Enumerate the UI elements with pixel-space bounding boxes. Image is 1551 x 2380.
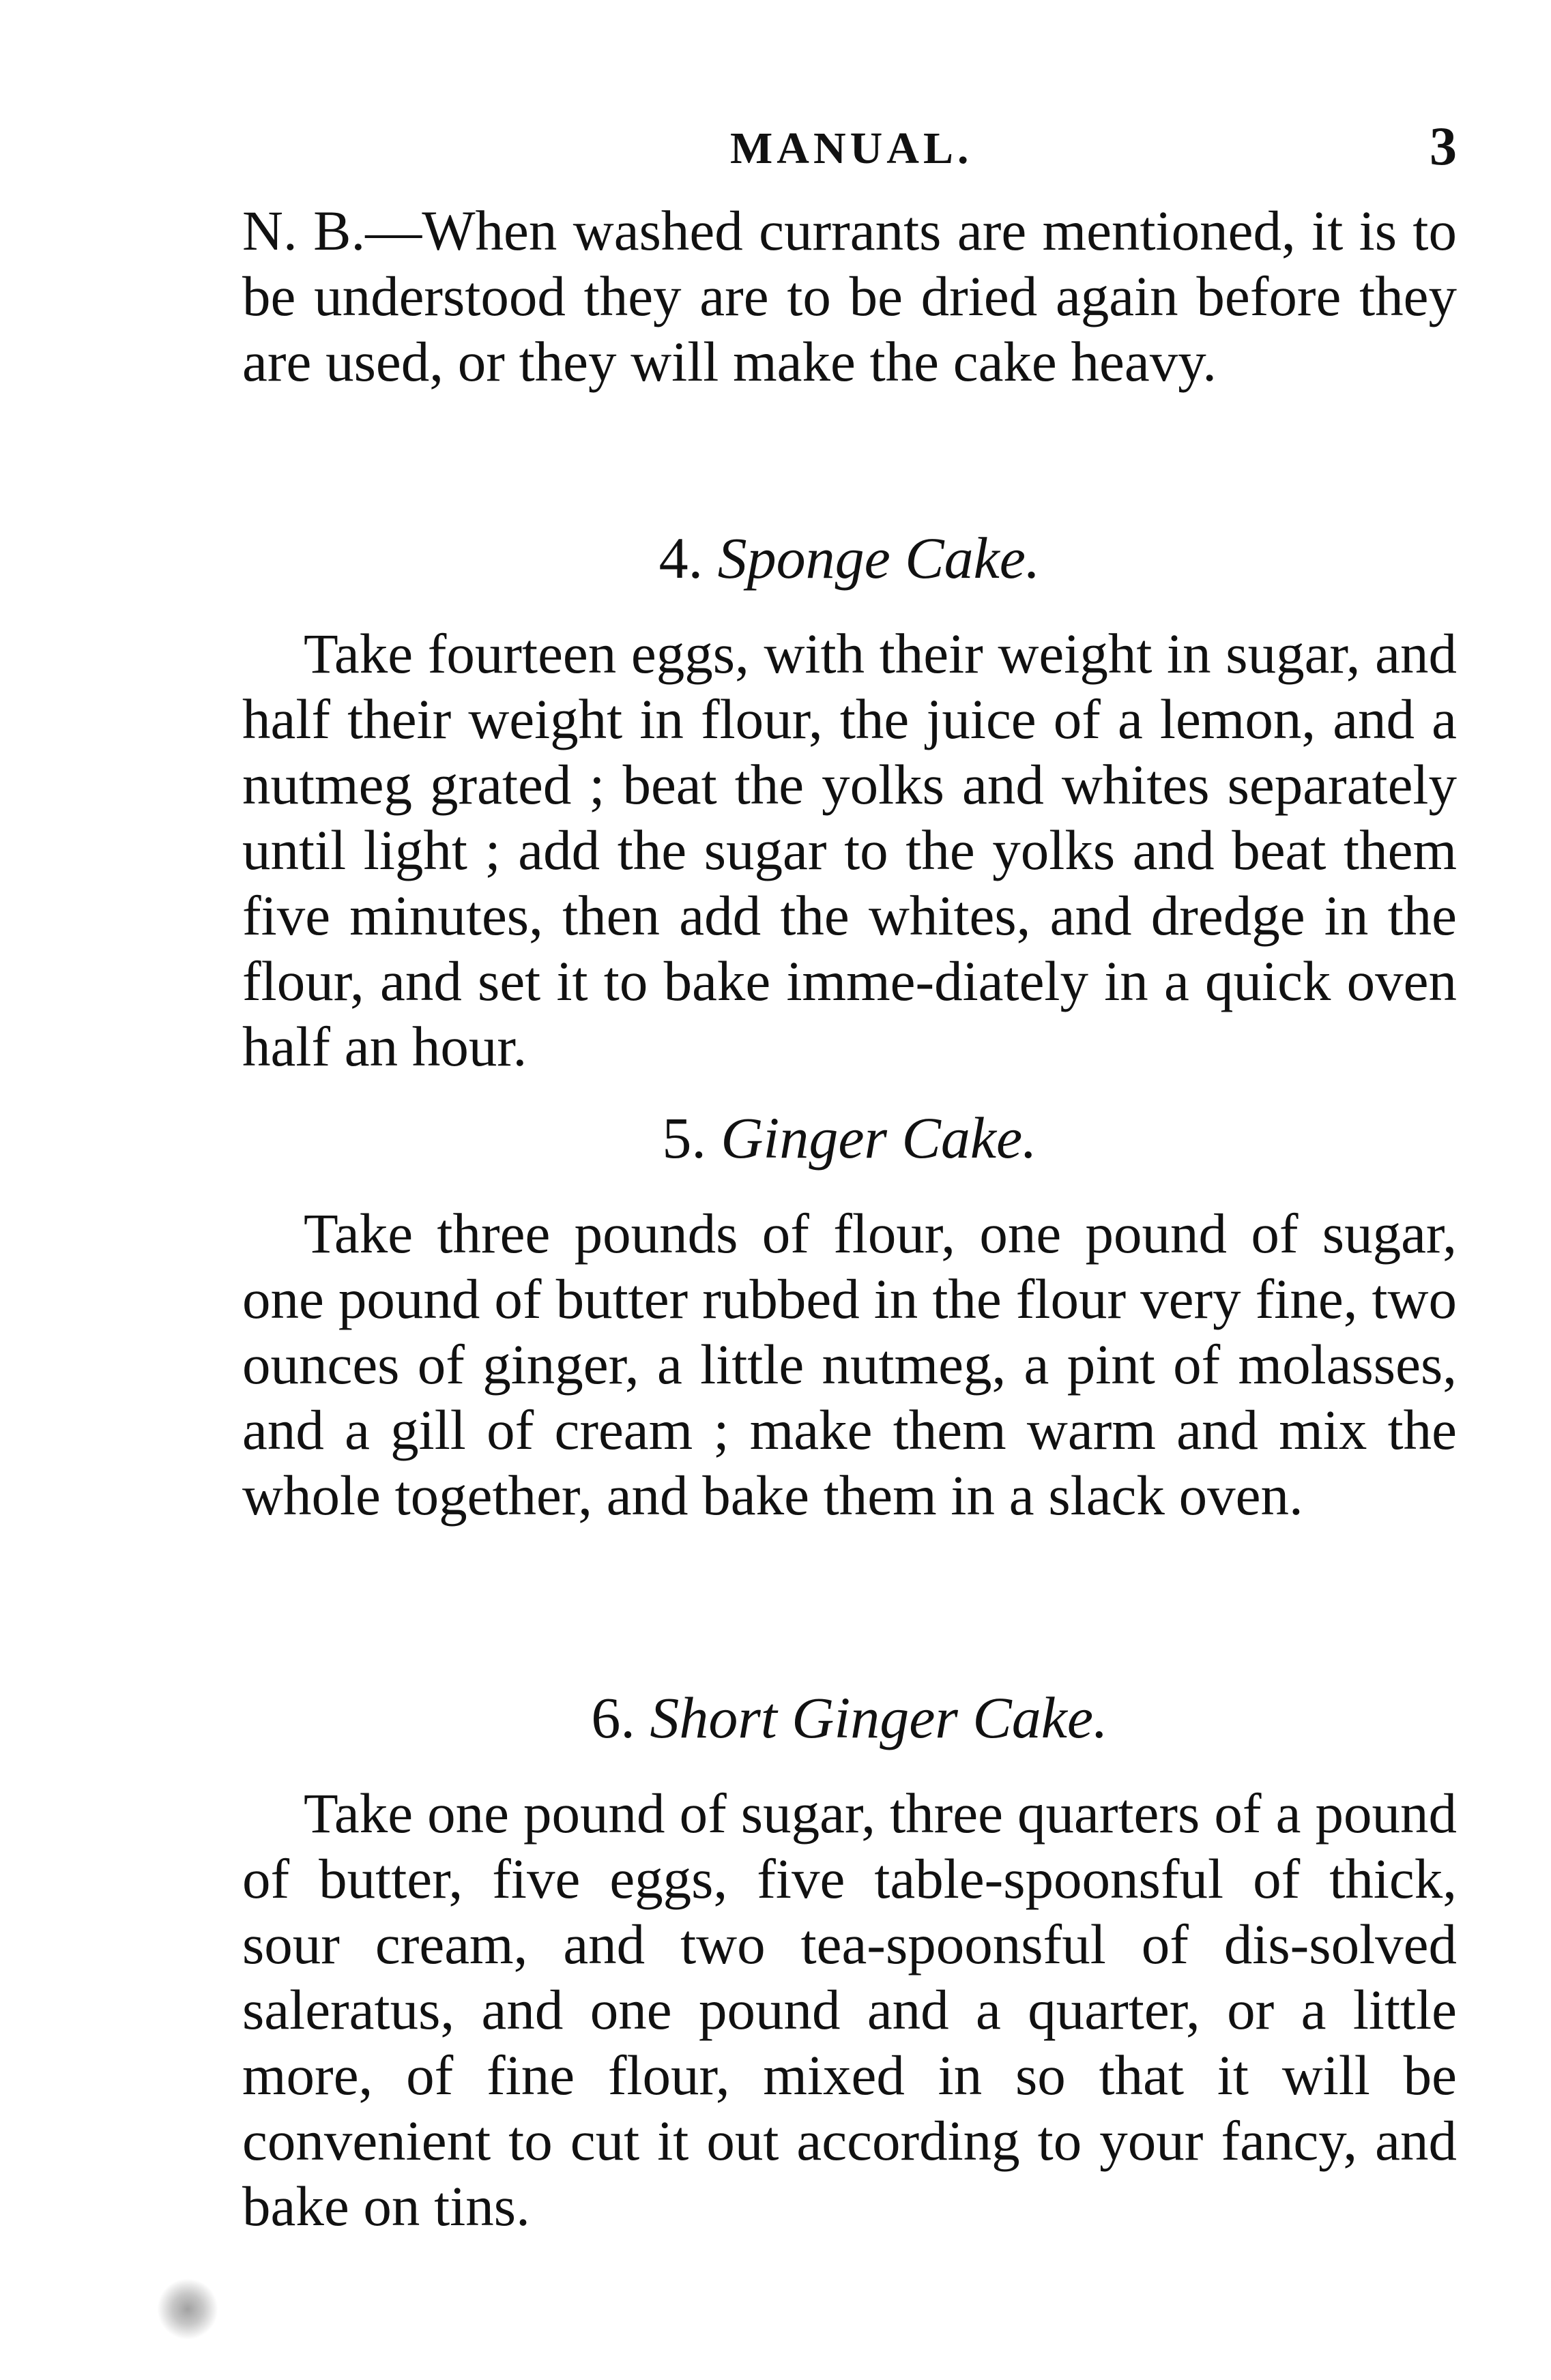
ink-smudge — [157, 2278, 218, 2340]
recipe-number: 6. — [591, 1685, 635, 1750]
recipe-body-short-ginger-cake: Take one pound of sugar, three quarters of a pound of butter, five eggs, five table-spoonsful of thick, sour cream, and two tea-spoonsful of dis-solved saleratus, and one pound and a quarter, or a little more, of fine flour, mixed in so that it will be convenient to cut it out according to your fancy, and bake on tins. — [242, 1782, 1457, 2237]
recipe-heading-sponge-cake — [242, 525, 1457, 591]
recipe-heading-short-ginger-cake — [242, 1685, 1457, 1750]
recipe-number: 4. — [658, 525, 704, 591]
recipe-title: Sponge Cake. — [717, 525, 1041, 591]
running-head: MANUAL. — [730, 123, 973, 173]
recipe-heading-ginger-cake — [242, 1105, 1457, 1171]
recipe-number: 5. — [662, 1105, 706, 1171]
recipe-title: Short Ginger Cake. — [650, 1685, 1108, 1750]
recipe-body-ginger-cake: Take three pounds of flour, one pound of sugar, one pound of butter rubbed in the flour very fine, two ounces of ginger, a little nutmeg, a pint of molasses, and a gill of cream ; make them warm and mix the whole together, and bake them in a slack oven. — [242, 1202, 1457, 1527]
recipe-body-sponge-cake: Take fourteen eggs, with their weight in sugar, and half their weight in flour, the juice of a lemon, and a nutmeg grated ; beat the yolks and whites separately until light ; add the sugar to the yolks and beat them five minutes, then add the whites, and dredge in the flour, and set it to bake imme-diately in a quick oven half an hour. — [242, 622, 1457, 1078]
page-number: 3 — [1430, 117, 1457, 177]
page-header — [242, 116, 1470, 177]
recipe-title: Ginger Cake. — [721, 1105, 1037, 1171]
note-paragraph: N. B.—When washed currants are mentioned, it is to be understood they are to be dried again before they are used, or they will make the cake heavy. — [242, 199, 1457, 393]
